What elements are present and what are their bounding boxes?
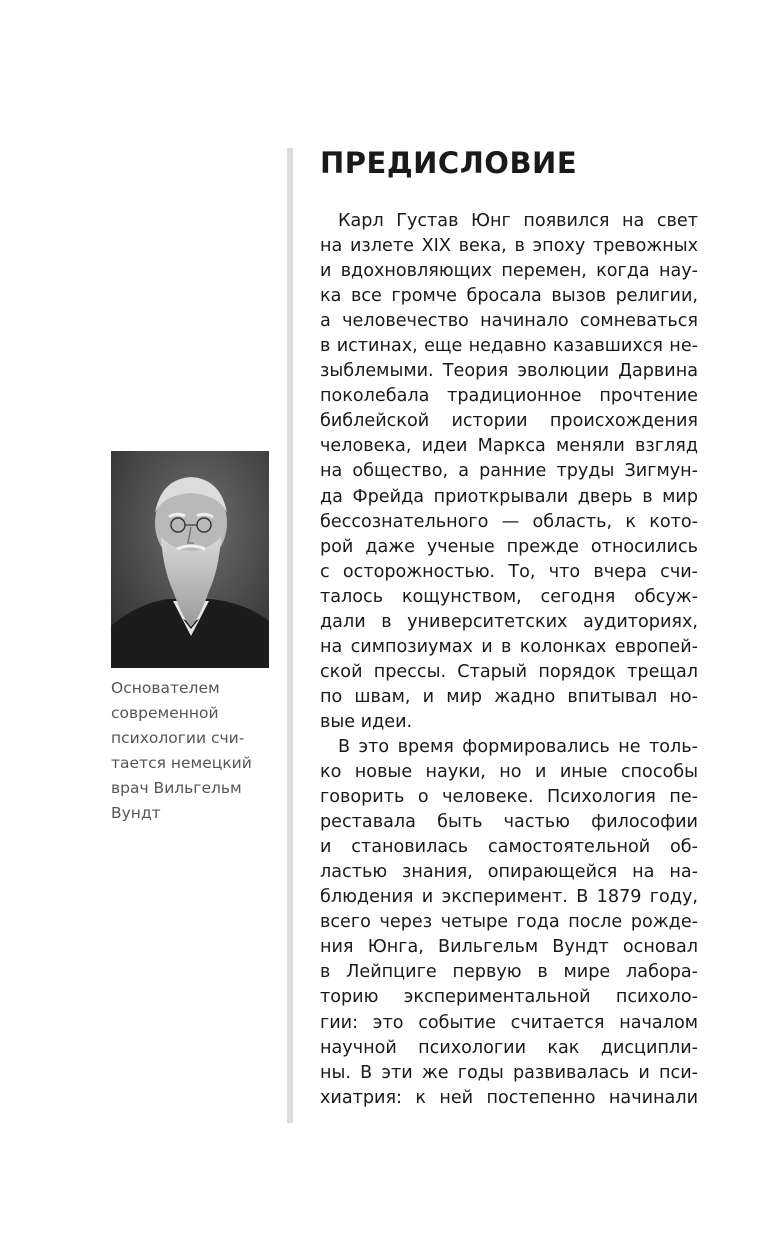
margin-rule xyxy=(287,148,293,1123)
text-line: да Фрейда приоткрывали дверь в мир xyxy=(320,486,698,507)
text-line: на симпозиумах и в колонках европей- xyxy=(320,636,698,657)
text-line: дали в университетских аудиториях, xyxy=(320,611,698,632)
page-title: ПРЕДИСЛОВИЕ xyxy=(320,146,578,180)
text-line: бессознательного — область, к кото- xyxy=(320,511,698,532)
text-line: на общество, а ранние труды Зигмун- xyxy=(320,461,698,482)
text-line: рой даже ученые прежде относились xyxy=(320,536,698,557)
caption-line: психологии счи- xyxy=(111,729,245,747)
caption-line: Вундт xyxy=(111,804,161,822)
body-text xyxy=(320,209,698,1111)
text-line: торию экспериментальной психоло- xyxy=(320,987,698,1008)
text-line: и вдохновляющих перемен, когда нау- xyxy=(320,261,698,282)
text-line: в истинах, еще недавно казавшихся не- xyxy=(320,336,698,357)
text-line: библейской истории происхождения xyxy=(320,411,698,432)
text-line: вые идеи. xyxy=(320,711,413,732)
text-line: на излете XIX века, в эпоху тревожных xyxy=(320,236,698,257)
caption-line: Основателем xyxy=(111,679,220,697)
text-line: ны. В эти же годы развивалась и пси- xyxy=(320,1062,698,1083)
text-line: а человечество начинало сомневаться xyxy=(320,311,698,332)
text-line: хиатрия: к ней постепенно начинали xyxy=(320,1087,698,1108)
text-line: ластью знания, опирающейся на на- xyxy=(320,862,698,883)
caption-line: современной xyxy=(111,704,219,722)
text-line: говорить о человеке. Психология пе- xyxy=(320,787,698,808)
text-line: научной психологии как дисципли- xyxy=(320,1037,698,1058)
text-line: поколебала традиционное прочтение xyxy=(320,386,698,407)
text-line: реставала быть частью философии xyxy=(320,812,698,833)
text-line: гии: это событие считается началом xyxy=(320,1012,698,1033)
caption-line: врач Вильгельм xyxy=(111,779,242,797)
portrait-photo xyxy=(111,451,269,668)
text-line: человека, идеи Маркса меняли взгляд xyxy=(320,436,698,457)
text-line: ко новые науки, но и иные способы xyxy=(320,762,698,783)
portrait-image xyxy=(111,451,269,668)
text-line: и становилась самостоятельной об- xyxy=(320,837,698,858)
text-line: по швам, и мир жадно впитывал но- xyxy=(320,686,698,707)
text-line: ния Юнга, Вильгельм Вундт основал xyxy=(320,937,698,958)
text-line: в Лейпциге первую в мире лабора- xyxy=(320,962,698,983)
text-line: зыблемыми. Теория эволюции Дарвина xyxy=(320,361,698,382)
text-line: с осторожностью. То, что вчера счи- xyxy=(320,561,698,582)
text-line: Карл Густав Юнг появился на свет xyxy=(338,211,698,231)
text-line: ской прессы. Старый порядок трещал xyxy=(320,661,698,682)
text-line: ка все громче бросала вызов религии, xyxy=(320,286,698,307)
portrait-caption xyxy=(111,676,271,826)
text-line: талось кощунством, сегодня обсуж- xyxy=(320,586,698,607)
text-line: блюдения и эксперимент. В 1879 году, xyxy=(320,887,698,908)
text-line: всего через четыре года после рожде- xyxy=(320,912,698,933)
caption-line: тается немецкий xyxy=(111,754,252,772)
text-line: В это время формировались не толь- xyxy=(338,736,698,757)
